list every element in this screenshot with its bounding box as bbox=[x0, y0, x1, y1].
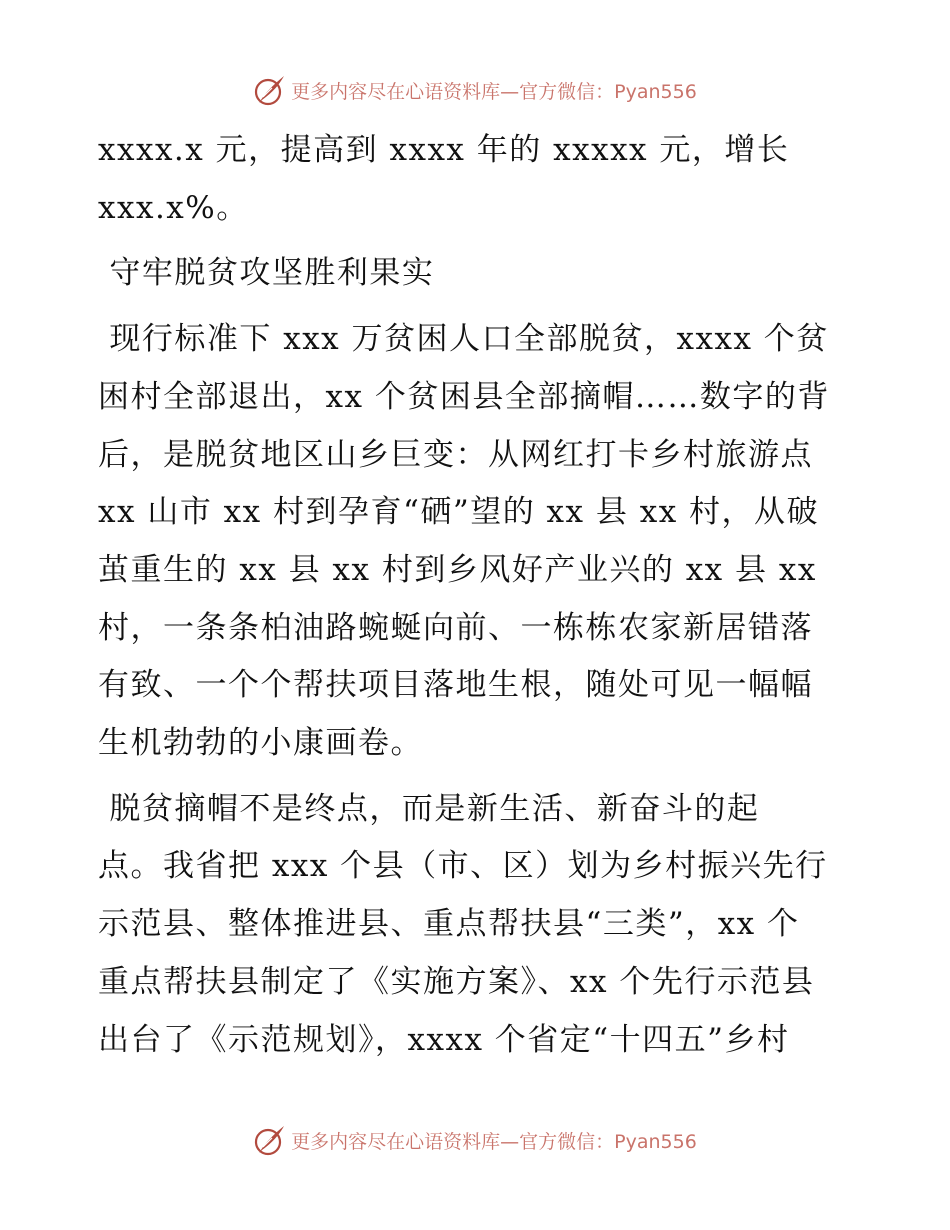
footer-banner bbox=[0, 1120, 950, 1160]
text-line: 困村全部退出，xx 个贫困县全部摘帽……数字的背 bbox=[98, 378, 830, 415]
paragraph bbox=[98, 781, 868, 1070]
document-body bbox=[98, 122, 868, 1069]
text-line: 后，是脱贫地区山乡巨变：从网红打卡乡村旅游点 bbox=[98, 436, 813, 473]
text-line: 茧重生的 xx 县 xx 村到乡风好产业兴的 xx 县 xx bbox=[98, 551, 817, 588]
text-line: xxxx.x 元，提高到 xxxx 年的 xxxxx 元，增长 bbox=[98, 132, 790, 168]
quill-logo-icon bbox=[253, 1123, 287, 1157]
text-line: 重点帮扶县制定了《实施方案》、xx 个先行示范县 bbox=[98, 963, 815, 1000]
section-title: 守牢脱贫攻坚胜利果实 bbox=[98, 255, 435, 292]
text-line: 点。我省把 xxx 个县（市、区）划为乡村振兴先行 bbox=[98, 848, 828, 885]
text-line: 示范县、整体推进县、重点帮扶县“三类”，xx 个 bbox=[98, 906, 800, 943]
paragraph bbox=[98, 311, 868, 773]
header-banner bbox=[0, 70, 950, 110]
banner-text: 更多内容尽在心语资料库—官方微信：Pyan556 bbox=[291, 1130, 697, 1153]
text-line: 有致、一个个帮扶项目落地生根，随处可见一幅幅 bbox=[98, 667, 813, 704]
text-line: xxx.x%。 bbox=[98, 189, 249, 226]
text-line: 出台了《示范规划》，xxxx 个省定“十四五”乡村 bbox=[98, 1021, 790, 1058]
quill-logo-icon bbox=[253, 73, 287, 107]
text-line: 村，一条条柏油路蜿蜒向前、一栋栋农家新居错落 bbox=[98, 609, 813, 646]
paragraph bbox=[98, 122, 868, 237]
text-line: 现行标准下 xxx 万贫困人口全部脱贫，xxxx 个贫 bbox=[98, 321, 829, 358]
text-line: 生机勃勃的小康画卷。 bbox=[98, 725, 423, 762]
text-line: xx 山市 xx 村到孕育“硒”望的 xx 县 xx 村，从破 bbox=[98, 494, 820, 531]
section-heading bbox=[98, 245, 868, 303]
banner-text: 更多内容尽在心语资料库—官方微信：Pyan556 bbox=[291, 80, 697, 103]
text-line: 脱贫摘帽不是终点，而是新生活、新奋斗的起 bbox=[98, 790, 760, 827]
